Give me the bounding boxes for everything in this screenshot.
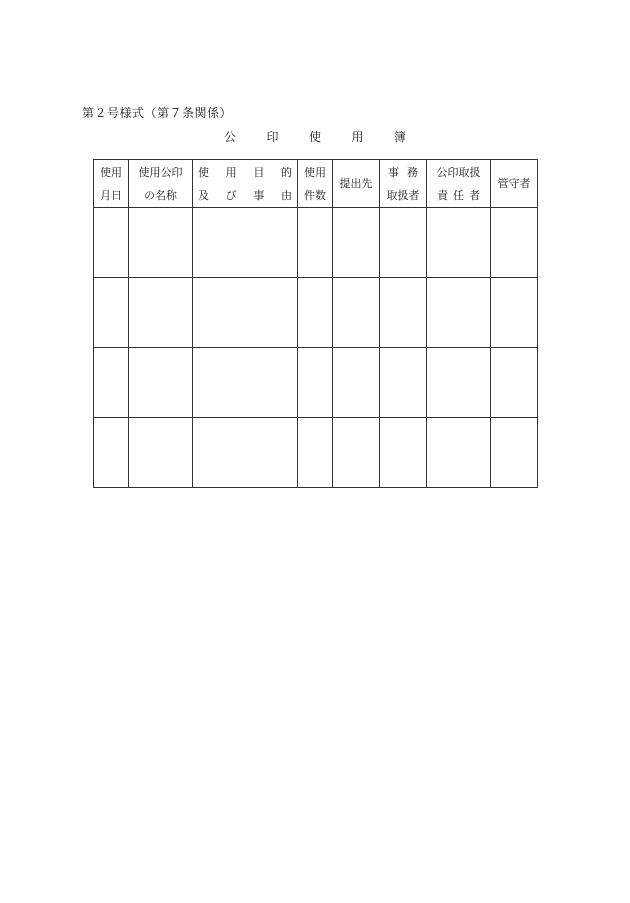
header-char: 用 bbox=[225, 165, 237, 179]
header-char: 使 bbox=[198, 165, 209, 179]
table-row bbox=[94, 418, 538, 488]
cell-seal-name[interactable] bbox=[129, 348, 193, 418]
header-char: 目 bbox=[253, 165, 265, 179]
header-usage-date-line1: 使用 bbox=[100, 165, 122, 179]
cell-seal-name[interactable] bbox=[129, 278, 193, 348]
table-body bbox=[94, 208, 538, 488]
cell-purpose[interactable] bbox=[193, 278, 298, 348]
cell-count[interactable] bbox=[298, 278, 333, 348]
ledger-title bbox=[224, 128, 406, 145]
header-char: 者 bbox=[469, 188, 480, 202]
cell-submit-to[interactable] bbox=[333, 348, 380, 418]
header-char: 任 bbox=[453, 188, 464, 202]
cell-submit-to[interactable] bbox=[333, 208, 380, 278]
header-char: 事 bbox=[253, 188, 265, 202]
header-usage-count bbox=[298, 160, 333, 208]
cell-custodian[interactable] bbox=[491, 208, 538, 278]
cell-custodian[interactable] bbox=[491, 418, 538, 488]
header-usage-date-line2: 月日 bbox=[100, 188, 122, 202]
header-submit-to bbox=[333, 160, 380, 208]
cell-count[interactable] bbox=[298, 418, 333, 488]
cell-purpose[interactable] bbox=[193, 208, 298, 278]
table-row bbox=[94, 208, 538, 278]
header-char: 及 bbox=[198, 188, 209, 202]
header-custodian-label: 管守者 bbox=[497, 177, 531, 190]
cell-custodian[interactable] bbox=[491, 348, 538, 418]
header-seal-name bbox=[129, 160, 193, 208]
cell-seal-name[interactable] bbox=[129, 208, 193, 278]
cell-date[interactable] bbox=[94, 418, 129, 488]
header-char: 責 bbox=[437, 188, 448, 202]
title-char: 簿 bbox=[393, 130, 406, 144]
cell-clerk[interactable] bbox=[380, 348, 427, 418]
cell-date[interactable] bbox=[94, 208, 129, 278]
header-clerk bbox=[380, 160, 427, 208]
header-seal-officer bbox=[427, 160, 491, 208]
table-row bbox=[94, 278, 538, 348]
title-char: 公 bbox=[224, 130, 237, 144]
cell-purpose[interactable] bbox=[193, 348, 298, 418]
cell-submit-to[interactable] bbox=[333, 278, 380, 348]
header-char: 的 bbox=[280, 165, 292, 179]
header-seal-name-line2: の名称 bbox=[144, 188, 177, 202]
header-row bbox=[94, 160, 538, 208]
cell-date[interactable] bbox=[94, 348, 129, 418]
cell-submit-to[interactable] bbox=[333, 418, 380, 488]
header-seal-name-line1: 使用公印 bbox=[138, 165, 183, 179]
header-clerk-line1 bbox=[380, 161, 426, 184]
cell-count[interactable] bbox=[298, 208, 333, 278]
cell-purpose[interactable] bbox=[193, 418, 298, 488]
cell-seal-officer[interactable] bbox=[427, 278, 491, 348]
header-usage-count-line1: 使用 bbox=[304, 165, 326, 179]
header-usage-count-line2: 件数 bbox=[304, 188, 326, 202]
title-char: 用 bbox=[351, 130, 364, 144]
header-char: 事 bbox=[388, 165, 399, 179]
cell-seal-name[interactable] bbox=[129, 418, 193, 488]
cell-seal-officer[interactable] bbox=[427, 208, 491, 278]
header-purpose-reason bbox=[193, 160, 298, 208]
header-purpose-line1 bbox=[193, 161, 297, 184]
form-number: 第２号様式（第７条関係） bbox=[82, 106, 233, 120]
seal-usage-table bbox=[93, 159, 538, 488]
cell-count[interactable] bbox=[298, 348, 333, 418]
header-char: 由 bbox=[280, 188, 292, 202]
title-char: 印 bbox=[266, 130, 279, 144]
header-clerk-line2: 取扱者 bbox=[386, 188, 420, 202]
cell-date[interactable] bbox=[94, 278, 129, 348]
cell-seal-officer[interactable] bbox=[427, 418, 491, 488]
cell-custodian[interactable] bbox=[491, 278, 538, 348]
cell-seal-officer[interactable] bbox=[427, 348, 491, 418]
cell-clerk[interactable] bbox=[380, 278, 427, 348]
header-submit-to-label: 提出先 bbox=[339, 177, 373, 190]
header-seal-officer-line2 bbox=[427, 184, 490, 207]
header-char: び bbox=[225, 188, 237, 202]
cell-clerk[interactable] bbox=[380, 208, 427, 278]
header-seal-officer-line1: 公印取扱 bbox=[436, 165, 481, 179]
header-usage-date bbox=[94, 160, 129, 208]
header-char: 務 bbox=[407, 165, 418, 179]
title-char: 使 bbox=[308, 130, 321, 144]
header-purpose-line2 bbox=[193, 184, 297, 207]
header-custodian bbox=[491, 160, 538, 208]
cell-clerk[interactable] bbox=[380, 418, 427, 488]
table-row bbox=[94, 348, 538, 418]
